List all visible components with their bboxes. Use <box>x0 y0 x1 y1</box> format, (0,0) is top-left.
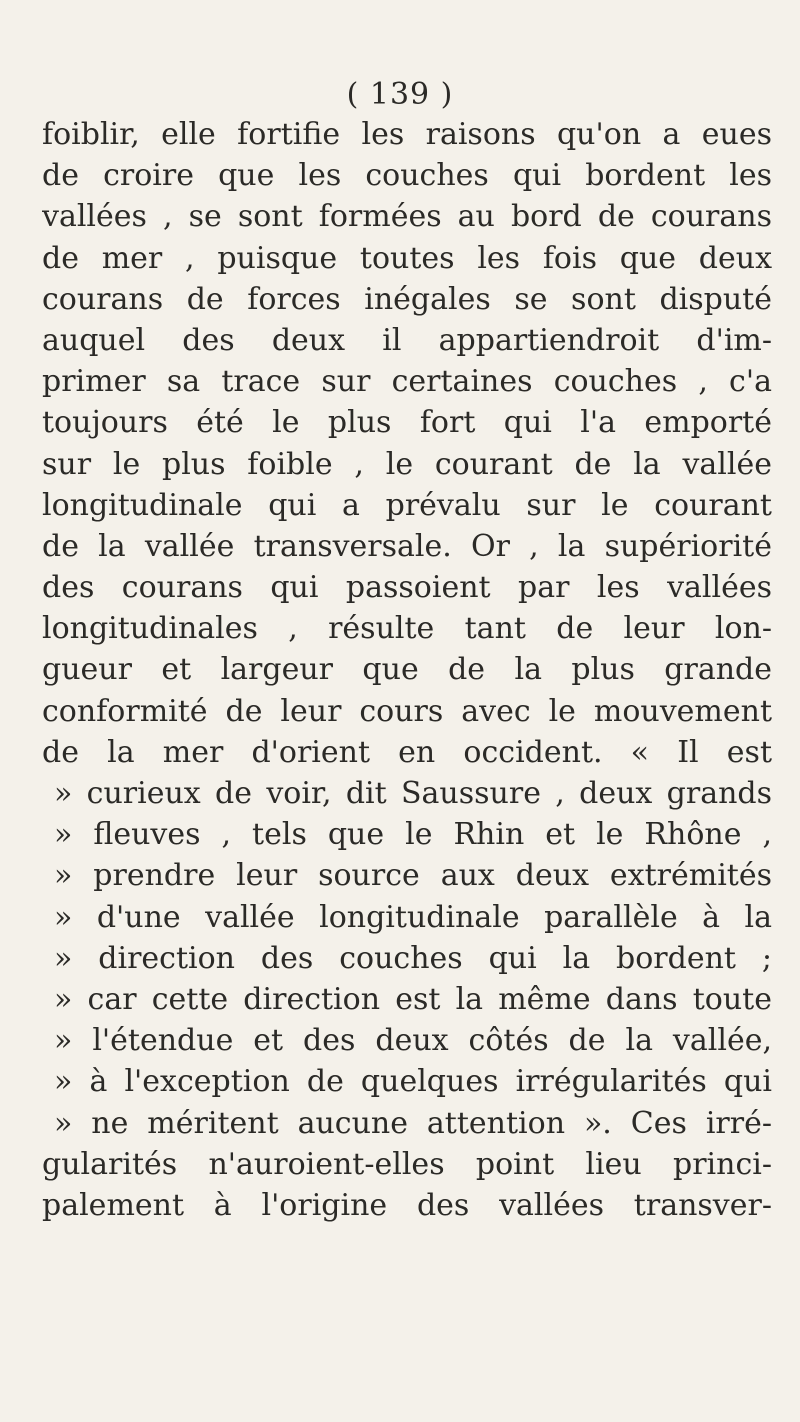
text-line: toujours été le plus fort qui l'a emporté <box>42 405 772 441</box>
text-line: longitudinale qui a prévalu sur le courant <box>42 487 772 523</box>
text-line: vallées , se sont formées au bord de courans <box>42 199 772 235</box>
page-number: ( 139 ) <box>346 77 454 112</box>
quote-line: » direction des couches qui la bordent ; <box>54 940 772 976</box>
quote-line: » curieux de voir, dit Saussure , deux grands <box>54 776 772 811</box>
text-line: des courans qui passoient par les vallées <box>42 570 772 606</box>
body-text <box>42 114 772 1226</box>
text-line: courans de forces inégales se sont disputé <box>42 281 772 317</box>
text-line: palement à l'origine des vallées transver- <box>42 1187 772 1223</box>
quote-line: » fleuves , tels que le Rhin et le Rhône , <box>54 817 772 853</box>
text-line: primer sa trace sur certaines couches , c'a <box>42 364 772 400</box>
text-line: de la vallée transversale. Or , la supériorité <box>42 528 772 564</box>
text-line: de croire que les couches qui bordent les <box>42 158 772 194</box>
text-line: de mer , puisque toutes les fois que deux <box>42 240 772 276</box>
quote-line: » ne méritent aucune attention ». Ces irré- <box>54 1105 772 1141</box>
text-line: longitudinales , résulte tant de leur lon- <box>42 611 772 647</box>
text-line: gularités n'auroient-elles point lieu princi- <box>42 1146 772 1182</box>
text-line: sur le plus foible , le courant de la vallée <box>42 446 772 482</box>
text-line: gueur et largeur que de la plus grande <box>42 652 772 688</box>
text-line: foiblir, elle fortifie les raisons qu'on a eues <box>42 117 772 152</box>
text-line: auquel des deux il appartiendroit d'im- <box>42 322 772 358</box>
text-line: conformité de leur cours avec le mouvement <box>42 693 772 729</box>
quote-line: » l'étendue et des deux côtés de la vallée, <box>54 1023 772 1059</box>
quote-line: » prendre leur source aux deux extrémités <box>54 858 772 894</box>
quote-line: » à l'exception de quelques irrégularités qui <box>54 1064 772 1100</box>
text-line: de la mer d'orient en occident. « Il est <box>42 734 772 770</box>
quote-line: » car cette direction est la même dans toute <box>54 981 772 1017</box>
quote-line: » d'une vallée longitudinale parallèle à la <box>54 899 772 935</box>
